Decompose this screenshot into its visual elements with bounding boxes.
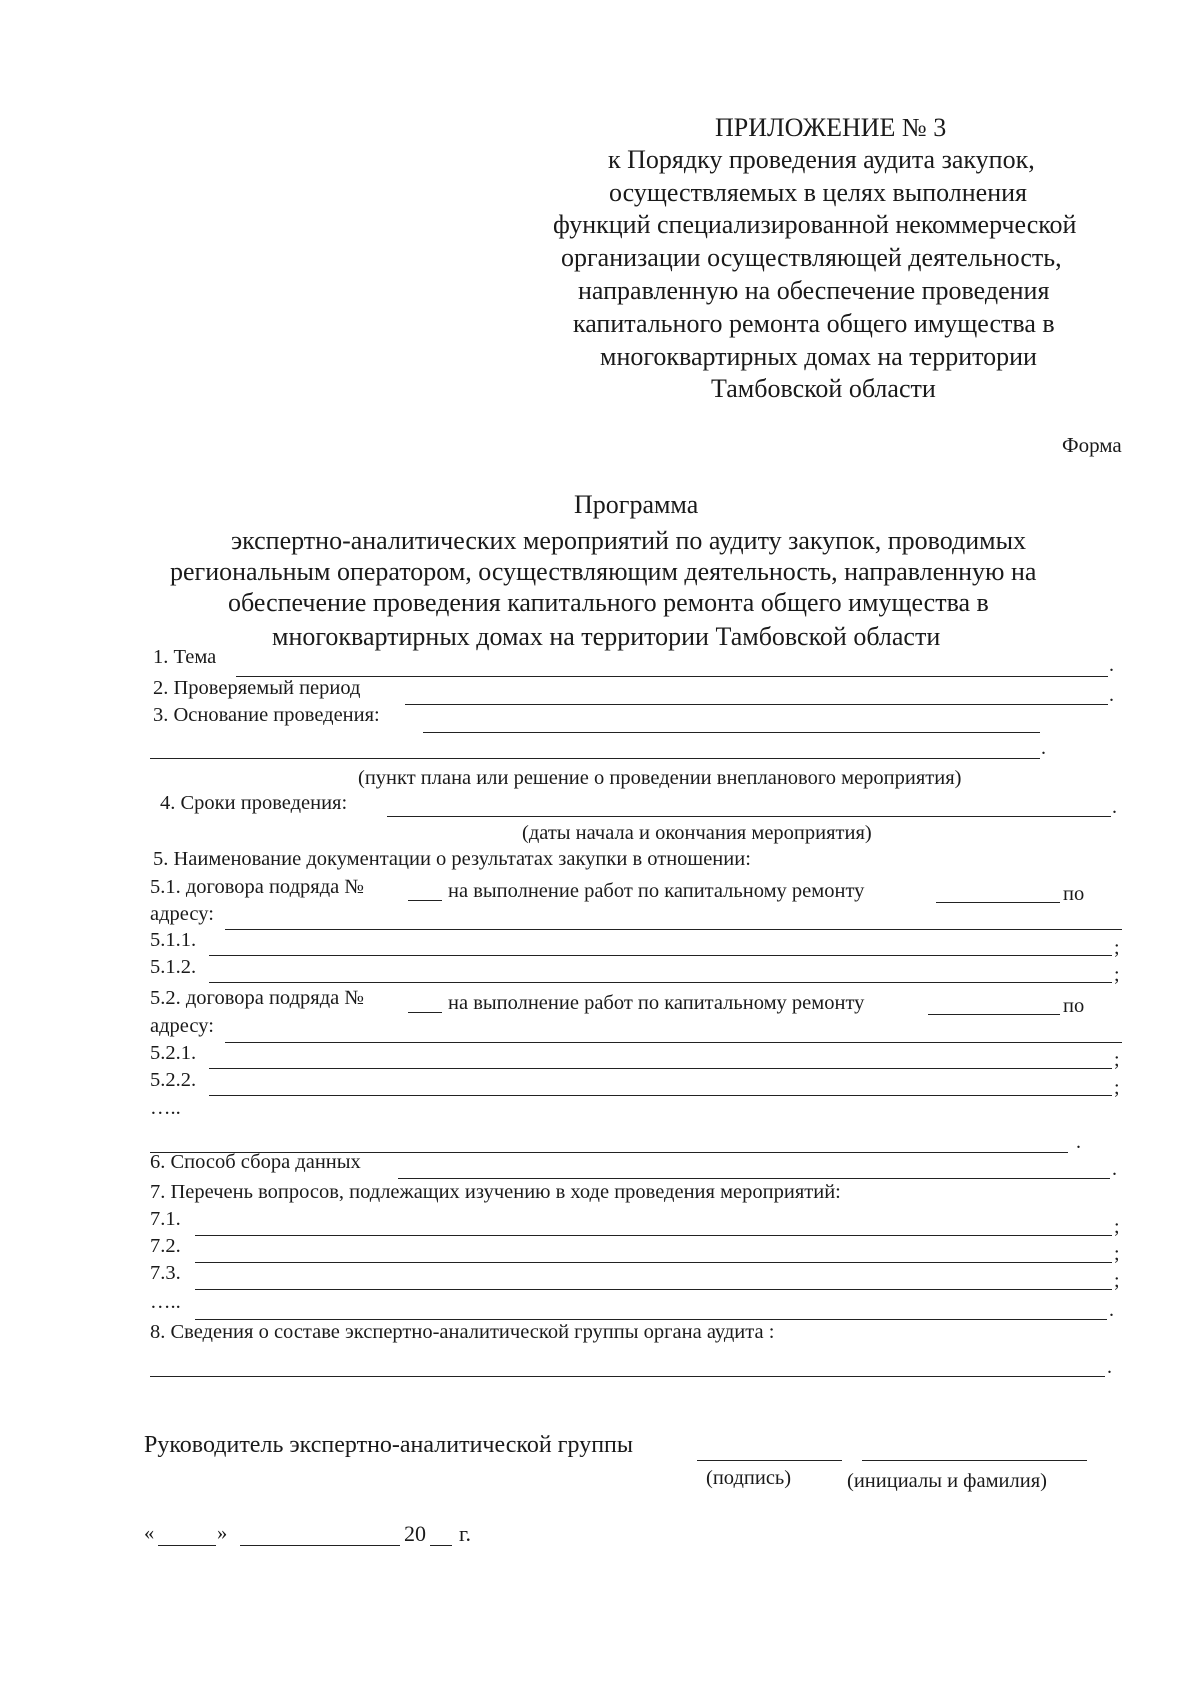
questions-period: .: [1109, 1299, 1114, 1321]
appendix-line-3: функций специализированной некоммерческой: [553, 210, 1077, 239]
method-blank[interactable]: [398, 1178, 1110, 1179]
name-hint: (инициалы и фамилия): [847, 1470, 1047, 1492]
item-5-1-2-semicolon: ;: [1114, 964, 1120, 986]
program-title: Программа: [574, 490, 699, 519]
topic-period: .: [1109, 654, 1114, 676]
items-5-ellipsis: …..: [150, 1097, 181, 1119]
appendix-line-5: направленную на обеспечение проведения: [578, 276, 1050, 305]
appendix-heading: ПРИЛОЖЕНИЕ № 3: [715, 113, 947, 142]
group-period: .: [1107, 1356, 1112, 1378]
item-5-2-2-blank[interactable]: [209, 1095, 1112, 1096]
program-line-2: региональным оператором, осуществляющим деятельность, направленную на: [170, 557, 1037, 586]
appendix-line-4: организации осуществляющей деятельность,: [561, 243, 1062, 272]
contract-5-1-label: 5.1. договора подряда №: [150, 876, 364, 898]
item-5-1-1-label: 5.1.1.: [150, 929, 197, 951]
question-7-3-semicolon: ;: [1114, 1270, 1120, 1292]
date-year-blank[interactable]: [430, 1545, 452, 1546]
item-5-2-1-semicolon: ;: [1114, 1049, 1120, 1071]
contract-5-1-text: на выполнение работ по капитальному ремонту: [448, 880, 865, 902]
appendix-line-7: многоквартирных домах на территории: [600, 342, 1037, 371]
question-7-3-label: 7.3.: [150, 1262, 181, 1284]
form-label: Форма: [1062, 433, 1122, 457]
date-year-suffix: г.: [459, 1521, 472, 1546]
signature-hint: (подпись): [706, 1467, 792, 1489]
contract-5-1-number-blank[interactable]: [408, 900, 442, 901]
method-period: .: [1112, 1158, 1117, 1180]
items-5-period: .: [1076, 1131, 1081, 1153]
terms-label: 4. Сроки проведения:: [160, 792, 348, 814]
date-quote-open: «: [144, 1522, 155, 1544]
period-label: 2. Проверяемый период: [153, 677, 361, 699]
question-7-1-label: 7.1.: [150, 1208, 181, 1230]
question-7-2-semicolon: ;: [1114, 1243, 1120, 1265]
contract-5-1-po: по: [1063, 883, 1085, 905]
basis-period: .: [1041, 737, 1046, 759]
basis-hint: (пункт плана или решение о проведении внепланового мероприятия): [358, 767, 962, 789]
signature-blank[interactable]: [697, 1460, 842, 1461]
question-7-3-blank[interactable]: [195, 1289, 1112, 1290]
group-blank[interactable]: [150, 1376, 1105, 1377]
topic-blank[interactable]: [236, 676, 1108, 677]
item-5-1-1-blank[interactable]: [209, 955, 1112, 956]
terms-hint: (даты начала и окончания мероприятия): [522, 822, 872, 844]
date-month-blank[interactable]: [240, 1545, 400, 1546]
terms-period: .: [1112, 796, 1117, 818]
question-7-1-semicolon: ;: [1114, 1216, 1120, 1238]
group-label: 8. Сведения о составе экспертно-аналитической группы органа аудита :: [150, 1321, 775, 1343]
contract-5-2-po: по: [1063, 995, 1085, 1017]
item-5-1-2-label: 5.1.2.: [150, 956, 197, 978]
contract-5-1-address-blank[interactable]: [225, 929, 1122, 930]
contract-5-2-label: 5.2. договора подряда №: [150, 987, 364, 1009]
head-label: Руководитель экспертно-аналитической группы: [144, 1432, 634, 1458]
contract-5-2-repair-blank[interactable]: [928, 1014, 1060, 1015]
question-7-2-label: 7.2.: [150, 1235, 181, 1257]
appendix-line-8: Тамбовской области: [711, 374, 936, 403]
period-blank[interactable]: [405, 704, 1108, 705]
question-7-2-blank[interactable]: [195, 1262, 1112, 1263]
topic-label: 1. Тема: [153, 646, 217, 668]
contract-5-1-repair-blank[interactable]: [936, 902, 1060, 903]
docs-label: 5. Наименование документации о результатах закупки в отношении:: [153, 848, 751, 870]
appendix-line-1: к Порядку проведения аудита закупок,: [608, 145, 1035, 174]
terms-blank[interactable]: [387, 816, 1111, 817]
item-5-1-1-semicolon: ;: [1114, 937, 1120, 959]
basis-label: 3. Основание проведения:: [153, 704, 380, 726]
date-quote-close: »: [217, 1522, 228, 1544]
contract-5-2-text: на выполнение работ по капитальному ремонту: [448, 992, 865, 1014]
program-line-1: экспертно-аналитических мероприятий по аудиту закупок, проводимых: [231, 526, 1027, 555]
basis-blank[interactable]: [423, 732, 1040, 733]
item-5-2-2-label: 5.2.2.: [150, 1069, 197, 1091]
period-period: .: [1109, 684, 1114, 706]
questions-ellipsis: …..: [150, 1291, 181, 1313]
contract-5-2-number-blank[interactable]: [408, 1012, 442, 1013]
date-day-blank[interactable]: [158, 1545, 216, 1546]
questions-label: 7. Перечень вопросов, подлежащих изучению в ходе проведения мероприятий:: [150, 1181, 841, 1203]
item-5-2-1-blank[interactable]: [209, 1068, 1112, 1069]
contract-5-1-address-label: адресу:: [150, 903, 214, 925]
program-line-4: многоквартирных домах на территории Тамбовской области: [272, 622, 941, 651]
date-year-prefix: 20: [404, 1521, 426, 1546]
item-5-2-1-label: 5.2.1.: [150, 1042, 197, 1064]
question-7-1-blank[interactable]: [195, 1235, 1112, 1236]
basis-blank-2[interactable]: [150, 758, 1040, 759]
method-label: 6. Способ сбора данных: [150, 1151, 361, 1173]
appendix-line-6: капитального ремонта общего имущества в: [573, 309, 1055, 338]
questions-extra-blank[interactable]: [195, 1319, 1107, 1320]
program-line-3: обеспечение проведения капитального ремонта общего имущества в: [228, 588, 989, 617]
item-5-1-2-blank[interactable]: [209, 982, 1112, 983]
item-5-2-2-semicolon: ;: [1114, 1077, 1120, 1099]
contract-5-2-address-label: адресу:: [150, 1015, 214, 1037]
contract-5-2-address-blank[interactable]: [225, 1042, 1122, 1043]
name-blank[interactable]: [862, 1460, 1087, 1461]
appendix-line-2: осуществляемых в целях выполнения: [609, 178, 1027, 207]
